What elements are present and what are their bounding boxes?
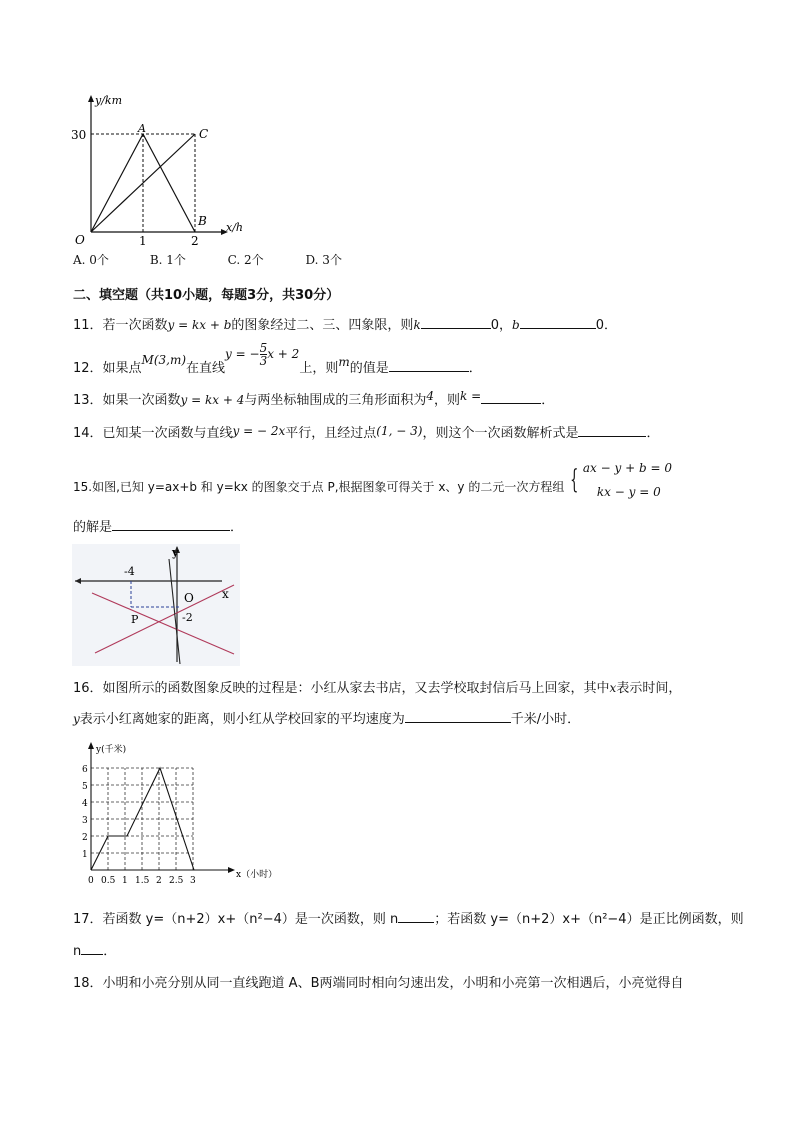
question-18: 18．小明和小亮分别从同一直线跑道 A、B两端同时相向匀速出发，小明和小亮第一次相遇后，小亮觉得自 [73, 976, 684, 991]
option-a: A. 0个 [73, 253, 109, 267]
question-17-line2: n ． [73, 944, 117, 959]
question-16-line2: y表示小红离她家的距离，则小红从学校回家的平均速度为 千米/小时． [73, 712, 581, 727]
graph3-y-tick: 4 [82, 799, 88, 809]
graph3-x-tick: 0.5 [101, 876, 116, 886]
option-c: C. 2个 [227, 253, 264, 267]
graph3-y-label: y(千米) [96, 745, 127, 755]
graph2-point-p: P [131, 613, 139, 626]
graph3-x-tick: 1 [122, 876, 128, 886]
graph2-origin: O [184, 591, 194, 605]
question-13: 13．如果一次函数y = kx + 4与两坐标轴围成的三角形面积为4，则k = ． [73, 389, 555, 408]
graph2-y-value: -2 [182, 611, 193, 624]
q11-answer-k[interactable] [421, 316, 491, 329]
distance-time-grid-graph [80, 740, 280, 888]
q15-eq2: kx − y = 0 [596, 485, 661, 499]
q11-answer-b[interactable] [520, 316, 596, 329]
q15-answer[interactable] [112, 518, 230, 531]
graph1-x-tick-1: 1 [139, 234, 147, 247]
graph1-x-tick-2: 2 [191, 234, 199, 247]
q16-answer[interactable] [405, 710, 511, 723]
intersection-graph [72, 544, 240, 666]
graph3-y-tick: 6 [82, 765, 88, 775]
graph3-y-tick: 2 [82, 833, 88, 843]
graph1-y-label: y/km [95, 94, 123, 107]
q17-answer-1[interactable] [398, 910, 434, 923]
graph2-x-label: x [222, 587, 229, 601]
graph3-x-label: x（小时） [236, 870, 278, 880]
question-14: 14．已知某一次函数与直线y = − 2x平行，且经过点(1, − 3)，则这个一次函数解析式是 ． [73, 424, 660, 441]
graph3-y-tick: 1 [82, 850, 88, 860]
option-b: B. 1个 [149, 253, 186, 267]
option-d: D. 3个 [305, 253, 342, 267]
question-17: 17．若函数 y=（n+2）x+（n²−4）是一次函数，则 n ；若函数 y=（n+2）x+（n²−4）是正比例函数，则 [73, 912, 744, 927]
point-A-label: A [138, 122, 146, 135]
point-C-label: C [199, 127, 209, 141]
q17-answer-2[interactable] [81, 942, 103, 955]
graph3-y-tick: 3 [82, 816, 88, 826]
question-11: 11．若一次函数y = kx + b的图象经过二、三、四象限，则k 0，b 0． [73, 318, 617, 333]
section-title: 二、填空题（共10小题，每题3分，共30分） [73, 288, 340, 303]
graph3-x-tick: 0 [88, 876, 94, 886]
question-15-line2: 的解是 ． [73, 520, 244, 535]
graph1-origin: O [75, 233, 85, 247]
graph2-x-value: -4 [124, 565, 135, 578]
line-AB [143, 134, 195, 232]
graph2-y-label: y [172, 546, 179, 559]
graph3-x-tick: 3 [190, 876, 196, 886]
graph1-y-arrow [88, 95, 94, 102]
distance-time-graph [68, 92, 258, 247]
q14-answer[interactable] [578, 424, 646, 437]
question-15: 15.如图,已知 y=ax+b 和 y=kx 的图象交于点 P,根据图象可得关于 x、y 的二元一次方程组 { ax − y + b = 0 kx − y = 0 [73, 456, 672, 504]
graph3-x-tick: 1.5 [135, 876, 150, 886]
graph1-y-tick: 30 [71, 128, 87, 142]
graph3-y-tick: 5 [82, 782, 88, 792]
question-12: 12．如果点M(3,m)在直线y = − $\frac{5}{3}$ x + 2上，则m的值是 ． [73, 341, 482, 376]
graph3-x-tick: 2 [156, 876, 162, 886]
q15-eq1: ax − y + b = 0 [582, 461, 672, 475]
q13-answer[interactable] [481, 391, 541, 404]
point-B-label: B [198, 214, 207, 228]
graph3-x-tick: 2.5 [169, 876, 184, 886]
line-OC [91, 134, 195, 232]
line-OA [91, 134, 143, 232]
q12-answer[interactable] [389, 359, 469, 372]
graph1-x-label: x/h [226, 221, 243, 234]
q10-options [73, 251, 342, 268]
question-16: 16．如图所示的函数图象反映的过程是：小红从家去书店，又去学校取封信后马上回家，其中x表示时间， [73, 681, 682, 696]
